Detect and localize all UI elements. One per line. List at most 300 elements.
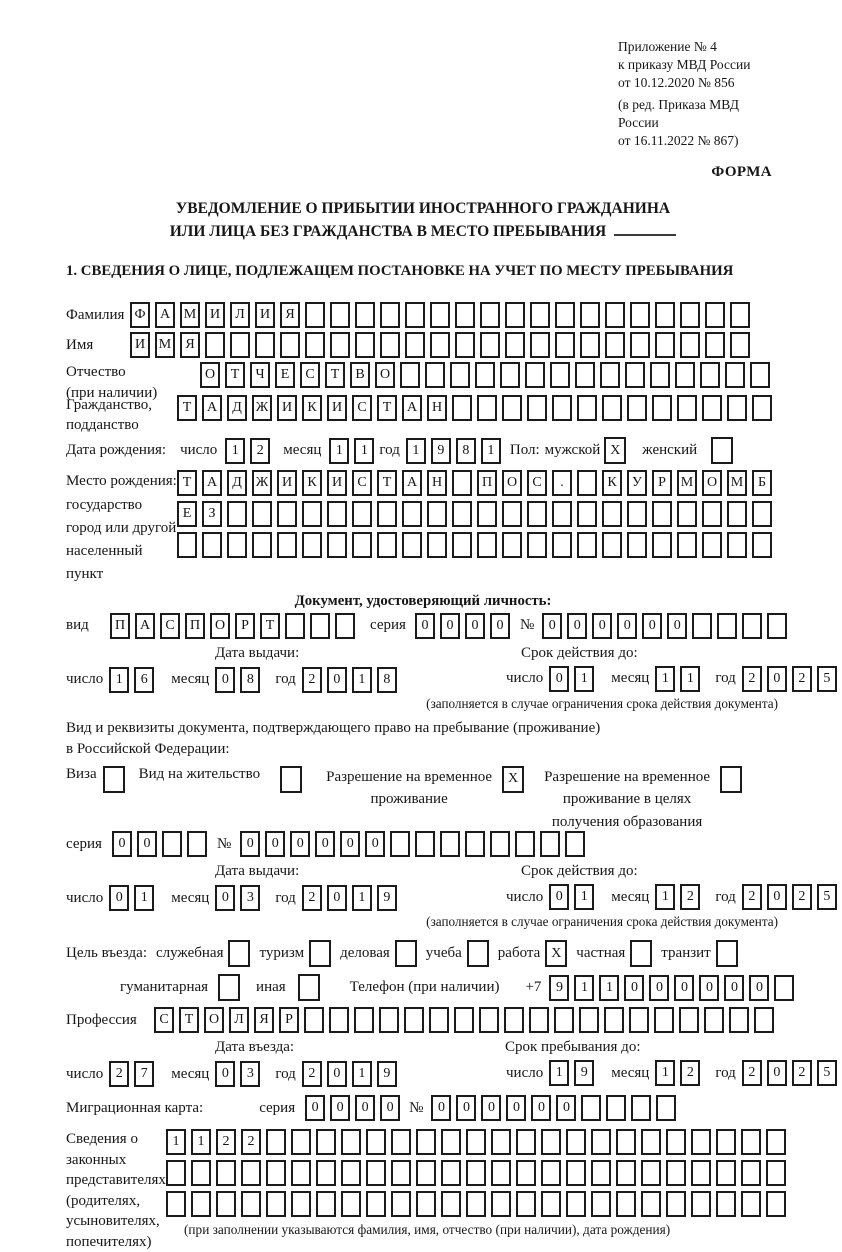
char-cell[interactable] [677,395,697,421]
char-cell[interactable] [402,501,422,527]
char-cell[interactable] [541,1129,561,1155]
checkbox-humanitarian[interactable] [218,974,240,1001]
char-cell[interactable]: М [727,470,747,496]
checkbox-business[interactable] [395,940,417,967]
char-cell[interactable]: 2 [792,884,812,910]
char-cell[interactable]: 0 [549,884,569,910]
char-cell[interactable] [774,975,794,1001]
char-cell[interactable] [516,1160,536,1186]
char-cell[interactable]: Я [254,1007,274,1033]
char-cell[interactable] [705,302,725,328]
char-cell[interactable]: 1 [166,1129,186,1155]
char-cell[interactable]: . [552,470,572,496]
char-cell[interactable] [577,395,597,421]
char-cell[interactable]: Л [229,1007,249,1033]
char-cell[interactable]: 1 [680,666,700,692]
char-cell[interactable]: 1 [574,884,594,910]
char-cell[interactable]: А [402,395,422,421]
char-cell[interactable]: 0 [617,613,637,639]
char-cell[interactable] [552,395,572,421]
char-cell[interactable] [677,532,697,558]
char-cell[interactable] [440,831,460,857]
char-cell[interactable] [216,1160,236,1186]
char-cell[interactable] [352,501,372,527]
char-cell[interactable]: Ж [252,395,272,421]
char-cell[interactable] [327,501,347,527]
char-cell[interactable] [266,1191,286,1217]
char-cell[interactable] [366,1191,386,1217]
char-cell[interactable] [252,501,272,527]
char-cell[interactable]: М [677,470,697,496]
char-cell[interactable] [455,302,475,328]
char-cell[interactable] [355,332,375,358]
char-cell[interactable] [302,501,322,527]
char-cell[interactable] [504,1007,524,1033]
char-cell[interactable] [466,1191,486,1217]
char-cell[interactable] [450,362,470,388]
char-cell[interactable]: 8 [240,667,260,693]
char-cell[interactable]: Д [227,395,247,421]
char-cell[interactable]: О [210,613,230,639]
char-cell[interactable] [666,1160,686,1186]
char-cell[interactable] [716,1160,736,1186]
char-cell[interactable] [680,302,700,328]
char-cell[interactable] [630,302,650,328]
char-cell[interactable]: И [205,302,225,328]
char-cell[interactable] [606,1095,626,1121]
char-cell[interactable] [452,395,472,421]
char-cell[interactable] [625,362,645,388]
char-cell[interactable] [416,1160,436,1186]
char-cell[interactable] [555,302,575,328]
char-cell[interactable] [266,1160,286,1186]
char-cell[interactable]: Н [427,395,447,421]
char-cell[interactable]: 1 [655,666,675,692]
char-cell[interactable]: С [154,1007,174,1033]
char-cell[interactable]: 0 [649,975,669,1001]
char-cell[interactable] [630,332,650,358]
char-cell[interactable]: А [402,470,422,496]
char-cell[interactable] [741,1129,761,1155]
char-cell[interactable]: М [155,332,175,358]
char-cell[interactable] [405,332,425,358]
char-cell[interactable] [416,1191,436,1217]
char-cell[interactable] [741,1191,761,1217]
char-cell[interactable]: Т [177,395,197,421]
char-cell[interactable] [377,532,397,558]
char-cell[interactable]: 2 [742,666,762,692]
char-cell[interactable]: Т [377,470,397,496]
char-cell[interactable]: 9 [574,1060,594,1086]
char-cell[interactable]: 0 [109,885,129,911]
char-cell[interactable] [691,1160,711,1186]
char-cell[interactable] [742,613,762,639]
char-cell[interactable] [750,362,770,388]
checkbox-other[interactable] [298,974,320,1001]
char-cell[interactable]: П [477,470,497,496]
char-cell[interactable] [241,1160,261,1186]
char-cell[interactable]: Т [377,395,397,421]
char-cell[interactable] [530,332,550,358]
char-cell[interactable]: 0 [592,613,612,639]
char-cell[interactable]: 5 [817,666,837,692]
char-cell[interactable]: 0 [549,666,569,692]
char-cell[interactable]: 5 [817,1060,837,1086]
char-cell[interactable]: Т [179,1007,199,1033]
char-cell[interactable] [310,613,330,639]
char-cell[interactable] [666,1191,686,1217]
char-cell[interactable] [304,1007,324,1033]
char-cell[interactable] [641,1160,661,1186]
char-cell[interactable]: П [110,613,130,639]
char-cell[interactable] [691,1129,711,1155]
char-cell[interactable]: 1 [481,438,501,464]
char-cell[interactable]: 8 [456,438,476,464]
char-cell[interactable] [754,1007,774,1033]
char-cell[interactable]: 0 [112,831,132,857]
char-cell[interactable]: 0 [767,884,787,910]
char-cell[interactable] [652,532,672,558]
char-cell[interactable] [477,395,497,421]
char-cell[interactable]: 1 [549,1060,569,1086]
char-cell[interactable]: 0 [456,1095,476,1121]
char-cell[interactable] [305,302,325,328]
char-cell[interactable] [380,332,400,358]
char-cell[interactable] [402,532,422,558]
char-cell[interactable]: И [327,395,347,421]
char-cell[interactable] [415,831,435,857]
char-cell[interactable] [552,501,572,527]
char-cell[interactable] [341,1191,361,1217]
char-cell[interactable] [291,1160,311,1186]
char-cell[interactable]: 0 [365,831,385,857]
char-cell[interactable]: 0 [767,1060,787,1086]
char-cell[interactable]: 0 [699,975,719,1001]
char-cell[interactable]: З [202,501,222,527]
char-cell[interactable]: 2 [742,884,762,910]
char-cell[interactable] [700,362,720,388]
char-cell[interactable] [455,332,475,358]
char-cell[interactable]: П [185,613,205,639]
char-cell[interactable] [600,362,620,388]
char-cell[interactable] [166,1160,186,1186]
char-cell[interactable] [725,362,745,388]
char-cell[interactable] [666,1129,686,1155]
char-cell[interactable]: У [627,470,647,496]
char-cell[interactable] [766,1191,786,1217]
char-cell[interactable] [552,532,572,558]
char-cell[interactable] [477,532,497,558]
char-cell[interactable] [529,1007,549,1033]
char-cell[interactable] [405,302,425,328]
char-cell[interactable] [230,332,250,358]
char-cell[interactable] [566,1129,586,1155]
char-cell[interactable] [316,1191,336,1217]
char-cell[interactable]: 0 [749,975,769,1001]
char-cell[interactable]: 2 [302,667,322,693]
char-cell[interactable] [327,532,347,558]
char-cell[interactable] [727,501,747,527]
char-cell[interactable] [400,362,420,388]
char-cell[interactable]: 2 [792,666,812,692]
char-cell[interactable]: Н [427,470,447,496]
char-cell[interactable]: 1 [329,438,349,464]
char-cell[interactable] [616,1160,636,1186]
char-cell[interactable]: 0 [542,613,562,639]
char-cell[interactable]: 1 [406,438,426,464]
char-cell[interactable] [616,1129,636,1155]
char-cell[interactable] [475,362,495,388]
char-cell[interactable] [502,395,522,421]
char-cell[interactable]: 2 [302,1061,322,1087]
char-cell[interactable] [566,1160,586,1186]
char-cell[interactable] [452,532,472,558]
char-cell[interactable]: 0 [330,1095,350,1121]
char-cell[interactable]: О [204,1007,224,1033]
char-cell[interactable] [580,332,600,358]
checkbox-temp-permit-edu[interactable] [720,766,742,793]
char-cell[interactable] [277,501,297,527]
char-cell[interactable] [491,1129,511,1155]
char-cell[interactable] [752,532,772,558]
char-cell[interactable] [704,1007,724,1033]
char-cell[interactable] [280,332,300,358]
char-cell[interactable] [255,332,275,358]
char-cell[interactable] [579,1007,599,1033]
char-cell[interactable] [591,1191,611,1217]
char-cell[interactable] [577,532,597,558]
char-cell[interactable]: 2 [680,1060,700,1086]
char-cell[interactable]: О [502,470,522,496]
char-cell[interactable] [705,332,725,358]
char-cell[interactable]: Р [279,1007,299,1033]
char-cell[interactable]: 1 [352,885,372,911]
checkbox-female[interactable] [711,437,733,464]
char-cell[interactable]: М [180,302,200,328]
char-cell[interactable] [629,1007,649,1033]
char-cell[interactable] [316,1160,336,1186]
char-cell[interactable]: И [277,395,297,421]
char-cell[interactable]: С [527,470,547,496]
char-cell[interactable] [752,501,772,527]
char-cell[interactable] [416,1129,436,1155]
char-cell[interactable]: 2 [680,884,700,910]
char-cell[interactable]: 0 [327,1061,347,1087]
char-cell[interactable] [550,362,570,388]
char-cell[interactable]: Ф [130,302,150,328]
char-cell[interactable]: О [702,470,722,496]
char-cell[interactable]: 7 [134,1061,154,1087]
char-cell[interactable] [652,395,672,421]
char-cell[interactable]: 0 [531,1095,551,1121]
char-cell[interactable] [391,1160,411,1186]
char-cell[interactable] [330,302,350,328]
char-cell[interactable]: 0 [327,667,347,693]
char-cell[interactable] [355,302,375,328]
char-cell[interactable] [727,395,747,421]
char-cell[interactable]: Я [180,332,200,358]
char-cell[interactable] [291,1129,311,1155]
char-cell[interactable] [391,1129,411,1155]
char-cell[interactable] [377,501,397,527]
char-cell[interactable]: 1 [191,1129,211,1155]
char-cell[interactable] [285,613,305,639]
char-cell[interactable] [525,362,545,388]
char-cell[interactable]: 0 [265,831,285,857]
char-cell[interactable] [329,1007,349,1033]
char-cell[interactable] [679,1007,699,1033]
char-cell[interactable] [425,362,445,388]
char-cell[interactable] [656,1095,676,1121]
char-cell[interactable] [767,613,787,639]
char-cell[interactable] [581,1095,601,1121]
char-cell[interactable]: 2 [302,885,322,911]
char-cell[interactable]: 2 [241,1129,261,1155]
char-cell[interactable]: И [327,470,347,496]
char-cell[interactable] [429,1007,449,1033]
char-cell[interactable]: 0 [465,613,485,639]
char-cell[interactable] [680,332,700,358]
char-cell[interactable] [565,831,585,857]
char-cell[interactable]: 2 [742,1060,762,1086]
char-cell[interactable] [527,532,547,558]
char-cell[interactable] [216,1191,236,1217]
char-cell[interactable] [566,1191,586,1217]
char-cell[interactable]: 0 [415,613,435,639]
char-cell[interactable] [177,532,197,558]
char-cell[interactable] [554,1007,574,1033]
char-cell[interactable]: А [202,395,222,421]
char-cell[interactable] [677,501,697,527]
char-cell[interactable]: 0 [240,831,260,857]
char-cell[interactable] [641,1129,661,1155]
char-cell[interactable] [541,1160,561,1186]
char-cell[interactable]: 0 [290,831,310,857]
char-cell[interactable] [430,302,450,328]
char-cell[interactable] [490,831,510,857]
char-cell[interactable] [477,501,497,527]
char-cell[interactable]: 0 [556,1095,576,1121]
checkbox-visa[interactable] [103,766,125,793]
char-cell[interactable] [491,1191,511,1217]
char-cell[interactable] [591,1129,611,1155]
char-cell[interactable] [465,831,485,857]
char-cell[interactable] [627,501,647,527]
char-cell[interactable] [191,1160,211,1186]
char-cell[interactable] [241,1191,261,1217]
char-cell[interactable] [341,1129,361,1155]
char-cell[interactable]: 9 [377,1061,397,1087]
char-cell[interactable] [577,470,597,496]
char-cell[interactable] [516,1129,536,1155]
char-cell[interactable] [729,1007,749,1033]
char-cell[interactable] [354,1007,374,1033]
char-cell[interactable]: 1 [354,438,374,464]
char-cell[interactable] [205,332,225,358]
char-cell[interactable] [766,1160,786,1186]
char-cell[interactable]: 0 [355,1095,375,1121]
char-cell[interactable] [335,613,355,639]
char-cell[interactable]: В [350,362,370,388]
char-cell[interactable] [266,1129,286,1155]
checkbox-work[interactable]: X [545,940,567,967]
char-cell[interactable] [441,1191,461,1217]
char-cell[interactable]: 0 [567,613,587,639]
char-cell[interactable]: 8 [377,667,397,693]
char-cell[interactable] [454,1007,474,1033]
char-cell[interactable] [604,1007,624,1033]
char-cell[interactable] [302,532,322,558]
char-cell[interactable]: 0 [327,885,347,911]
char-cell[interactable] [766,1129,786,1155]
char-cell[interactable]: Р [235,613,255,639]
char-cell[interactable] [366,1129,386,1155]
char-cell[interactable] [341,1160,361,1186]
char-cell[interactable]: 0 [440,613,460,639]
char-cell[interactable] [655,332,675,358]
char-cell[interactable] [505,332,525,358]
char-cell[interactable]: Я [280,302,300,328]
char-cell[interactable] [187,831,207,857]
char-cell[interactable]: С [352,470,372,496]
char-cell[interactable]: Л [230,302,250,328]
char-cell[interactable]: Б [752,470,772,496]
char-cell[interactable] [717,613,737,639]
char-cell[interactable] [605,332,625,358]
char-cell[interactable]: 2 [792,1060,812,1086]
char-cell[interactable]: К [302,470,322,496]
char-cell[interactable]: И [255,302,275,328]
checkbox-tourism[interactable] [309,940,331,967]
char-cell[interactable]: Е [275,362,295,388]
char-cell[interactable]: К [302,395,322,421]
char-cell[interactable]: 9 [549,975,569,1001]
char-cell[interactable]: 1 [352,667,372,693]
char-cell[interactable]: 0 [667,613,687,639]
char-cell[interactable] [516,1191,536,1217]
char-cell[interactable] [427,532,447,558]
char-cell[interactable]: 0 [215,885,235,911]
char-cell[interactable] [491,1160,511,1186]
char-cell[interactable]: 1 [225,438,245,464]
char-cell[interactable] [702,501,722,527]
char-cell[interactable] [427,501,447,527]
char-cell[interactable] [575,362,595,388]
checkbox-private[interactable] [630,940,652,967]
char-cell[interactable] [602,395,622,421]
char-cell[interactable] [730,332,750,358]
char-cell[interactable] [502,532,522,558]
char-cell[interactable]: 0 [305,1095,325,1121]
char-cell[interactable] [616,1191,636,1217]
char-cell[interactable] [330,332,350,358]
char-cell[interactable]: К [602,470,622,496]
char-cell[interactable] [390,831,410,857]
char-cell[interactable] [591,1160,611,1186]
char-cell[interactable]: 0 [380,1095,400,1121]
char-cell[interactable] [555,332,575,358]
char-cell[interactable]: Ч [250,362,270,388]
char-cell[interactable]: С [300,362,320,388]
char-cell[interactable] [505,302,525,328]
char-cell[interactable] [380,302,400,328]
char-cell[interactable]: 0 [490,613,510,639]
checkbox-official[interactable] [228,940,250,967]
char-cell[interactable] [441,1129,461,1155]
char-cell[interactable] [305,332,325,358]
char-cell[interactable] [716,1129,736,1155]
char-cell[interactable] [691,1191,711,1217]
